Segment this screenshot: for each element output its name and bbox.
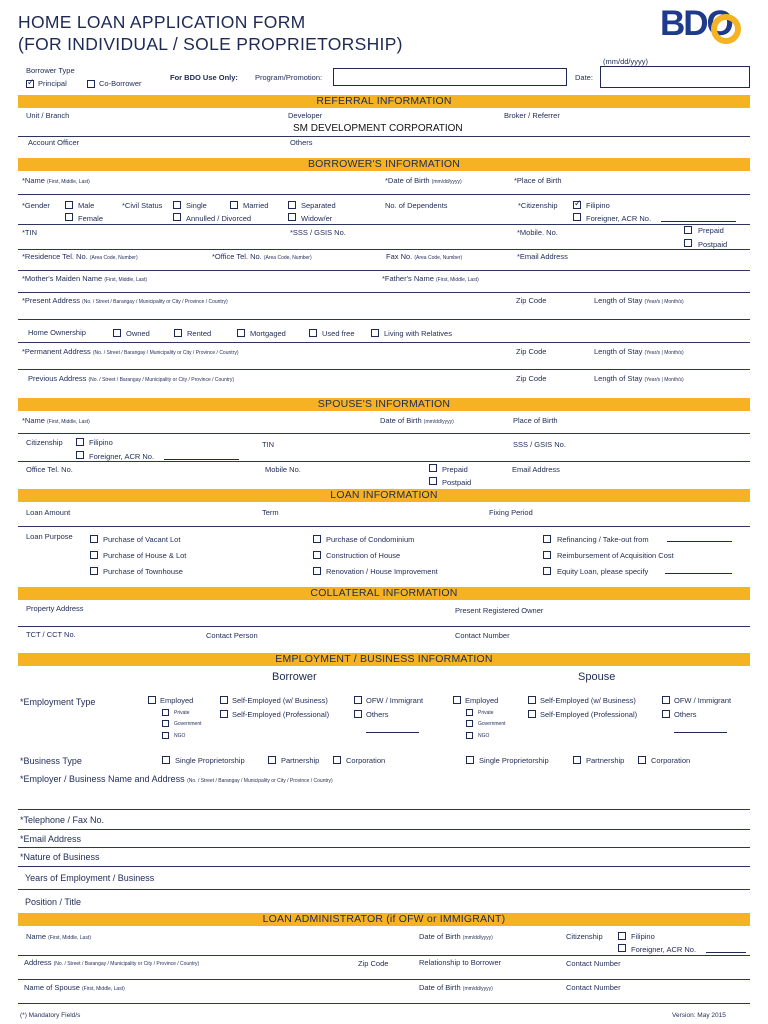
zip-label: Zip Code [516,347,547,356]
renovation-checkbox[interactable] [313,567,321,575]
permanent-address-text: *Permanent Address [22,347,91,356]
father-text: *Father's Name [382,274,434,283]
employment-type-label: *Employment Type [20,697,96,707]
borrower-ngo-label: NGO [174,733,186,739]
contact-number-label: Contact Number [455,631,510,640]
separated-label: Separated [301,201,336,210]
borrower-private-checkbox[interactable] [162,709,169,716]
dob-label [385,176,462,185]
admin-name-text: Name [26,932,47,941]
admin-dob-text: Date of Birth [419,932,461,941]
rented-label: Rented [187,329,212,338]
divider [18,866,750,867]
spouse-others-line[interactable] [674,732,727,733]
dob-hint: (mm/dd/yyyy) [462,986,493,992]
address-hint: (No. / Street / Barangay / Municipality or City / Province / Country) [88,377,235,383]
administrator-title: LOAN ADMINISTRATOR (if OFW or IMMIGRANT) [262,913,506,925]
divider [18,136,750,137]
spouse-foreigner-label: Foreigner, ACR No. [89,452,155,461]
divider [18,319,750,320]
loan-amount-label: Loan Amount [26,508,71,517]
spouse-sole-checkbox[interactable] [466,756,474,764]
citizenship-label: *Citizenship [518,201,558,210]
condo-label: Purchase of Condominium [326,535,415,544]
reimbursement-checkbox[interactable] [543,551,551,559]
postpaid-checkbox[interactable] [684,239,692,247]
spouse-others-checkbox[interactable] [662,710,670,718]
borrower-employed-checkbox[interactable] [148,696,156,704]
spouse-postpaid-checkbox[interactable] [429,477,437,485]
admin-relationship-label: Relationship to Borrower [419,958,502,967]
mother-label [22,274,147,283]
spouse-foreigner-checkbox[interactable] [76,451,84,459]
admin-address-label [24,958,199,967]
name-hint: (First, Middle, Last) [81,986,125,992]
mandatory-note: (*) Mandatory Field/s [20,1012,81,1019]
admin-spouse-contact-label: Contact Number [566,983,621,992]
widow-checkbox[interactable] [288,213,296,221]
spouse-filipino-label: Filipino [89,438,113,447]
borrower-private-label: Private [174,710,190,716]
administrator-section-bar [18,913,750,926]
fixing-label: Fixing Period [489,508,533,517]
employer-label [20,774,333,784]
admin-filipino-label: Filipino [631,932,655,941]
owned-label: Owned [126,329,150,338]
divider [18,433,750,434]
admin-contact-label: Contact Number [566,959,621,968]
father-label [382,274,479,283]
check-icon: ✓ [574,198,582,208]
divider [18,626,750,627]
admin-filipino-checkbox[interactable] [618,932,626,940]
admin-zip-label: Zip Code [358,959,389,968]
borrower-corporation-checkbox[interactable] [333,756,341,764]
divider [18,292,750,293]
admin-dob-label [419,932,493,941]
borrower-ofw-label: OFW / Immigrant [366,696,424,705]
spouse-name-text: *Name [22,416,45,425]
reimbursement-label: Reimbursement of Acquisition Cost [557,551,674,560]
business-type-label: *Business Type [20,756,82,766]
area-hint: (Area Code, Number) [89,255,138,261]
divider [18,270,750,271]
emp-email-label: *Email Address [20,834,82,844]
borrower-heading: Borrower [272,671,317,683]
spouse-partnership-checkbox[interactable] [573,756,581,764]
spouse-private-checkbox[interactable] [466,709,473,716]
fax-label [386,252,462,261]
contact-person-label: Contact Person [206,631,258,640]
bdo-logo-text: BDO [660,4,732,43]
bdo-use-label: For BDO Use Only: [170,73,238,82]
borrower-title: BORROWER'S INFORMATION [307,158,461,170]
name-label [22,176,90,185]
spouse-citizenship-label: Citizenship [26,438,63,447]
filipino-checkbox[interactable] [573,198,582,209]
previous-address-label [28,374,234,383]
used-free-checkbox[interactable] [309,329,317,337]
admin-foreigner-checkbox[interactable] [618,944,626,952]
admin-spouse-name-label [24,983,125,992]
refinancing-checkbox[interactable] [543,535,551,543]
area-hint: (Area Code, Number) [263,255,312,261]
spouse-self-business-checkbox[interactable] [528,696,536,704]
owner-label: Present Registered Owner [455,606,544,615]
loan-section-bar [18,489,750,502]
equity-label: Equity Loan, please specify [557,567,649,576]
used-free-label: Used free [322,329,355,338]
office-tel-text: *Office Tel. No. [212,252,262,261]
name-hint: (First, Middle, Last) [435,277,479,283]
married-checkbox[interactable] [230,201,238,209]
spouse-others-label: Others [674,710,697,719]
divider [18,809,750,810]
house-lot-checkbox[interactable] [90,551,98,559]
mother-text: *Mother's Maiden Name [22,274,103,283]
form-title: HOME LOAN APPLICATION FORM [18,12,306,32]
borrower-others-checkbox[interactable] [354,710,362,718]
name-hint: (First, Middle, Last) [47,179,90,185]
form-subtitle: (FOR INDIVIDUAL / SOLE PROPRIETORSHIP) [18,34,403,54]
program-label: Program/Promotion: [255,73,323,82]
female-checkbox[interactable] [65,213,73,221]
construction-checkbox[interactable] [313,551,321,559]
construction-label: Construction of House [326,551,401,560]
divider [18,224,750,225]
female-label: Female [78,214,104,223]
borrower-others-line[interactable] [366,732,419,733]
owned-checkbox[interactable] [113,329,121,337]
bdo-logo-ring-icon [711,14,741,44]
unit-branch-label: Unit / Branch [26,111,70,120]
postpaid-label: Postpaid [698,240,728,249]
civil-status-label: *Civil Status [122,201,163,210]
email-label: *Email Address [517,252,568,261]
co-borrower-checkbox[interactable] [87,80,95,88]
borrower-government-label: Government [174,721,202,727]
mobile-label: *Mobile. No. [517,228,558,237]
previous-address-text: Previous Address [28,374,87,383]
vacant-lot-label: Purchase of Vacant Lot [103,535,181,544]
acr-number-line[interactable] [661,221,736,222]
borrower-self-business-label: Self-Employed (w/ Business) [232,696,328,705]
address-hint: (No. / Street / Barangay / Municipality or City / Province / Country) [92,350,239,356]
house-lot-label: Purchase of House & Lot [103,551,187,560]
referral-section-bar [18,95,750,108]
position-label: Position / Title [25,897,82,907]
name-hint: (First, Middle, Last) [47,419,90,425]
name-text: *Name [22,176,45,185]
referral-title: REFERRAL INFORMATION [316,95,452,107]
admin-foreigner-label: Foreigner, ACR No. [631,945,697,954]
date-input[interactable] [600,66,750,88]
vacant-lot-checkbox[interactable] [90,535,98,543]
address-hint: (No. / Street / Barangay / Municipality or City / Province / Country) [53,961,200,967]
spouse-dob-text: Date of Birth [380,416,422,425]
borrower-partnership-label: Partnership [281,756,320,765]
male-checkbox[interactable] [65,201,73,209]
length-text: Length of Stay [594,347,643,356]
nature-label: *Nature of Business [20,852,100,862]
present-address-label [22,296,228,305]
spouse-government-label: Government [478,721,506,727]
spouse-sss-label: SSS / GSIS No. [513,440,566,449]
spouse-email-label: Email Address [512,465,560,474]
borrower-others-label: Others [366,710,389,719]
principal-checkbox[interactable] [26,77,35,88]
admin-name-label [26,932,91,941]
tin-label: *TIN [22,228,37,237]
townhouse-checkbox[interactable] [90,567,98,575]
divider [18,249,750,250]
zip-label: Zip Code [516,296,547,305]
foreigner-checkbox[interactable] [573,213,581,221]
length-hint: (Year/s | Month/s) [644,299,684,305]
annulled-label: Annulled / Divorced [186,214,252,223]
address-hint: (No. / Street / Barangay / Municipality or City / Province / Country) [187,778,333,784]
collateral-title: COLLATERAL INFORMATION [310,587,458,599]
borrower-self-prof-checkbox[interactable] [220,710,228,718]
length-label [594,296,684,305]
married-label: Married [243,201,269,210]
spouse-government-checkbox[interactable] [466,720,473,727]
years-label: Years of Employment / Business [25,873,155,883]
property-address-label: Property Address [26,604,84,613]
spouse-tin-label: TIN [262,440,275,449]
divider [18,979,750,980]
borrower-ngo-checkbox[interactable] [162,732,169,739]
townhouse-label: Purchase of Townhouse [103,567,183,576]
spouse-mobile-label: Mobile No. [265,465,301,474]
borrower-government-checkbox[interactable] [162,720,169,727]
admin-spouse-dob-text: Date of Birth [419,983,461,992]
spouse-ofw-checkbox[interactable] [662,696,670,704]
developer-value[interactable]: SM DEVELOPMENT CORPORATION [293,123,463,134]
developer-label: Developer [288,111,323,120]
filipino-label: Filipino [586,201,610,210]
divider [18,461,750,462]
length-label [594,347,684,356]
prepaid-label: Prepaid [698,226,724,235]
divider [18,889,750,890]
res-tel-text: *Residence Tel. No. [22,252,88,261]
spouse-self-business-label: Self-Employed (w/ Business) [540,696,636,705]
dob-hint: (mm/dd/yyyy) [462,935,493,941]
spouse-corporation-checkbox[interactable] [638,756,646,764]
address-hint: (No. / Street / Barangay / Municipality or City / Province / Country) [82,299,228,305]
dob-text: *Date of Birth [385,176,430,185]
admin-citizenship-label: Citizenship [566,932,603,941]
version-note: Version: May 2015 [672,1012,726,1019]
term-label: Term [262,508,279,517]
spouse-prepaid-label: Prepaid [442,465,468,474]
spouse-ngo-checkbox[interactable] [466,732,473,739]
borrower-sole-label: Single Proprietorship [175,756,245,765]
single-checkbox[interactable] [173,201,181,209]
check-icon: ✓ [27,77,35,87]
spouse-self-prof-label: Self-Employed (Professional) [540,710,638,719]
mortgaged-checkbox[interactable] [237,329,245,337]
borrower-self-business-checkbox[interactable] [220,696,228,704]
spouse-partnership-label: Partnership [586,756,625,765]
borrower-section-bar [18,158,750,171]
collateral-section-bar [18,587,750,600]
annulled-checkbox[interactable] [173,213,181,221]
employment-title: EMPLOYMENT / BUSINESS INFORMATION [275,653,493,665]
program-input[interactable] [333,68,567,86]
spouse-corporation-label: Corporation [651,756,691,765]
sss-label: *SSS / GSIS No. [290,228,346,237]
spouse-ngo-label: NGO [478,733,490,739]
name-hint: (First, Middle, Last) [104,277,148,283]
spouse-filipino-checkbox[interactable] [76,438,84,446]
tct-label: TCT / CCT No. [26,630,76,639]
res-tel-label [22,252,138,261]
refinancing-line[interactable] [667,541,732,542]
present-address-text: *Present Address [22,296,80,305]
admin-spouse-name-text: Name of Spouse [24,983,80,992]
renovation-label: Renovation / House Improvement [326,567,438,576]
equity-line[interactable] [665,573,732,574]
spouse-name-label [22,416,90,425]
employer-text: *Employer / Business Name and Address [20,774,185,784]
zip-label: Zip Code [516,374,547,383]
separated-checkbox[interactable] [288,201,296,209]
foreigner-label: Foreigner, ACR No. [586,214,652,223]
spouse-prepaid-checkbox[interactable] [429,464,437,472]
borrower-corporation-label: Corporation [346,756,386,765]
spouse-pob-label: Place of Birth [513,416,558,425]
living-relatives-checkbox[interactable] [371,329,379,337]
divider [18,829,750,830]
spouse-heading: Spouse [578,671,616,683]
principal-label: Principal [38,79,67,88]
length-label [594,374,684,383]
gender-label: *Gender [22,201,50,210]
dob-hint: (mm/dd/yyyy) [431,179,462,185]
office-tel-label [212,252,312,261]
condo-checkbox[interactable] [313,535,321,543]
divider [18,369,750,370]
borrower-ofw-checkbox[interactable] [354,696,362,704]
equity-checkbox[interactable] [543,567,551,575]
prepaid-checkbox[interactable] [684,226,692,234]
admin-spouse-dob-label [419,983,493,992]
loan-title: LOAN INFORMATION [330,489,438,501]
permanent-address-label [22,347,239,356]
admin-acr-line[interactable] [706,952,746,953]
length-hint: (Year/s | Month/s) [644,377,684,383]
borrower-sole-checkbox[interactable] [162,756,170,764]
spouse-acr-line[interactable] [164,459,239,460]
borrower-type-label: Borrower Type [26,66,75,75]
borrower-employed-label: Employed [160,696,194,705]
tel-fax-label: *Telephone / Fax No. [20,815,105,825]
spouse-title: SPOUSE'S INFORMATION [317,398,451,410]
home-ownership-label: Home Ownership [28,328,86,337]
broker-label: Broker / Referrer [504,111,560,120]
purpose-label: Loan Purpose [26,532,73,541]
dependents-label: No. of Dependents [385,201,448,210]
admin-address-text: Address [24,958,52,967]
divider [18,194,750,195]
widow-label: Widow/er [301,214,333,223]
divider [18,847,750,848]
spouse-self-prof-checkbox[interactable] [528,710,536,718]
spouse-ofw-label: OFW / Immigrant [674,696,732,705]
divider [18,955,750,956]
length-hint: (Year/s | Month/s) [644,350,684,356]
spouse-employed-label: Employed [465,696,499,705]
spouse-sole-label: Single Proprietorship [479,756,549,765]
length-text: Length of Stay [594,374,643,383]
male-label: Male [78,201,95,210]
others-label: Others [290,138,313,147]
spouse-employed-checkbox[interactable] [453,696,461,704]
co-borrower-label: Co-Borrower [99,79,142,88]
date-label: Date: [575,73,593,82]
spouse-section-bar [18,398,750,411]
employment-section-bar [18,653,750,666]
borrower-self-prof-label: Self-Employed (Professional) [232,710,330,719]
pob-label: *Place of Birth [514,176,562,185]
spouse-office-tel-label: Office Tel. No. [26,465,73,474]
divider [18,1003,750,1004]
spouse-dob-label [380,416,454,425]
rented-checkbox[interactable] [174,329,182,337]
fax-text: Fax No. [386,252,413,261]
living-relatives-label: Living with Relatives [384,329,452,338]
area-hint: (Area Code, Number) [414,255,463,261]
borrower-partnership-checkbox[interactable] [268,756,276,764]
name-hint: (First, Middle, Last) [48,935,91,941]
divider [18,526,750,527]
length-text: Length of Stay [594,296,643,305]
dob-hint: (mm/dd/yyyy) [423,419,454,425]
account-officer-label: Account Officer [28,138,80,147]
mortgaged-label: Mortgaged [250,329,286,338]
date-format-hint: (mm/dd/yyyy) [603,57,648,66]
refinancing-label: Refinancing / Take-out from [557,535,649,544]
single-label: Single [186,201,207,210]
divider [18,342,750,343]
spouse-postpaid-label: Postpaid [442,478,472,487]
spouse-private-label: Private [478,710,494,716]
